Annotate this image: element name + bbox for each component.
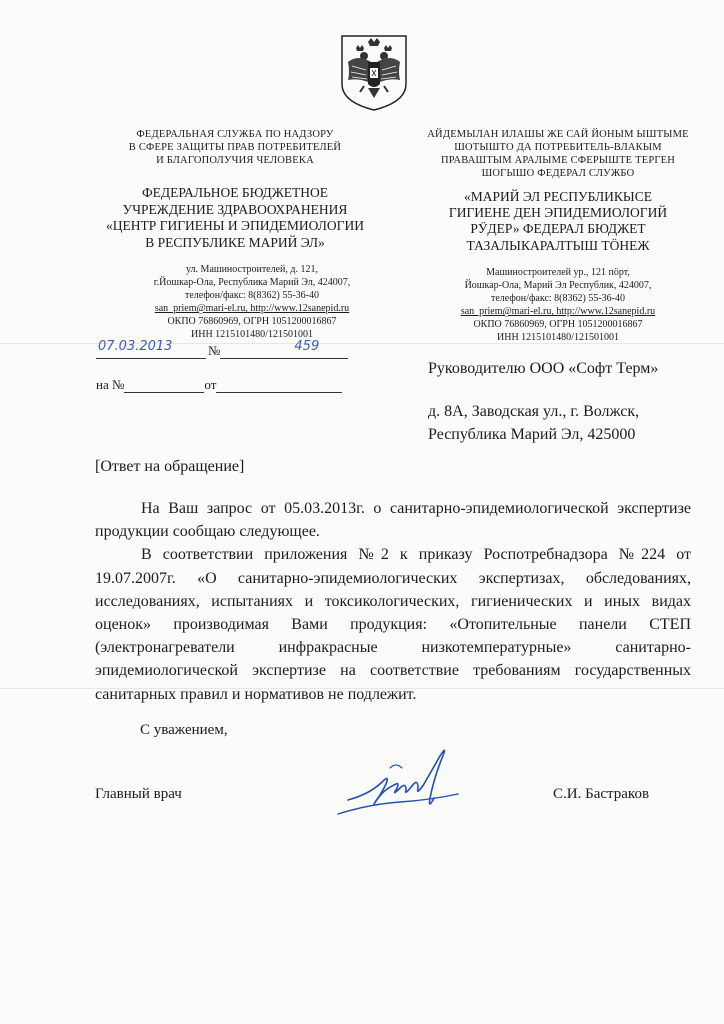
- addressee-line: д. 8А, Заводская ул., г. Волжск,: [428, 403, 640, 421]
- organization-name-line: ТАЗАЛЫКАРАЛТЫШ ТӦНЕЖ: [466, 237, 650, 253]
- signatory-position: Главный врач: [95, 786, 182, 802]
- date-field: [96, 339, 206, 359]
- sender-header-russian: [80, 128, 390, 341]
- contact-line: ОКПО 76860969, ОГРН 1051200016867: [167, 316, 337, 328]
- signatory-name: С.И. Бастраков: [553, 786, 650, 802]
- reference-date-field: [216, 377, 342, 393]
- reference-date-label: от: [204, 377, 217, 392]
- outgoing-registration: [96, 339, 356, 359]
- agency-name-line: В СФЕРЕ ЗАЩИТЫ ПРАВ ПОТРЕБИТЕЛЕЙ: [128, 142, 342, 154]
- contact-line: ОКПО 76860969, ОГРН 1051200016867: [473, 319, 643, 331]
- addressee-line: Республика Марий Эл, 425000: [428, 426, 636, 444]
- agency-name-line: ФЕДЕРАЛЬНАЯ СЛУЖБА ПО НАДЗОРУ: [136, 129, 334, 140]
- contact-line: телефон/факс: 8(8362) 55-36-40: [490, 293, 626, 305]
- agency-name-line: И БЛАГОПОЛУЧИЯ ЧЕЛОВЕКА: [156, 155, 314, 167]
- addressee-line: Руководителю ООО «Софт Терм»: [428, 360, 659, 377]
- number-field: [220, 339, 348, 359]
- handwritten-signature: [330, 738, 470, 824]
- contact-line: ИНН 1215101480/121501001: [497, 332, 619, 344]
- handwritten-date: 07.03.2013: [98, 339, 173, 354]
- organization-name-line: В РЕСПУБЛИКЕ МАРИЙ ЭЛ»: [145, 234, 325, 250]
- russian-coat-of-arms-icon: [338, 32, 410, 112]
- organization-name-line: РӰДЕР» ФЕДЕРАЛ БЮДЖЕТ: [470, 221, 646, 237]
- organization-name-line: ФЕДЕРАЛЬНОЕ БЮДЖЕТНОЕ: [141, 185, 329, 201]
- organization-name-line: «МАРИЙ ЭЛ РЕСПУБЛИКЫСЕ: [464, 188, 652, 204]
- agency-name-line: ШОГЫШО ФЕДЕРАЛ СЛУЖБО: [481, 168, 635, 180]
- reference-number-field: [124, 377, 204, 393]
- agency-name-line: ПРАВАШТЫМ АРАЛЫМЕ СФЕРЫШТЕ ТЕРГЕН: [440, 155, 676, 167]
- number-label: №: [208, 343, 221, 358]
- agency-name-line: ШОТЫШТО ДА ПОТРЕБИТЕЛЬ-ВЛАКЫМ: [454, 142, 662, 154]
- contact-line: ИНН 1215101480/121501001: [191, 329, 313, 341]
- contact-line: телефон/факс: 8(8362) 55-36-40: [184, 290, 320, 302]
- addressee-spacer: [428, 380, 714, 400]
- subject-line: [Ответ на обращение]: [95, 458, 245, 475]
- body-paragraph: На Ваш запрос от 05.03.2013г. о санитарно-эпидемиологической экспертизе продукции сообщаю следующее.: [95, 500, 691, 541]
- contact-line: ул. Машиностроителей, д. 121,: [186, 264, 318, 276]
- handwritten-number: 459: [294, 339, 320, 354]
- body-paragraph: В соответствии приложения №2 к приказу Роспотребнадзора №224 от 19.07.2007г. «О санитарно-эпидемиологических экспертизах, обследованиях, исследованиях, испытаниях и токсикологических, гигиенических и иных видах оценок» производимая Вами продукция: «Отопительные панели СТЕП (электронагреватели инфракрасные низкотемпературные» санитарно-эпидемиологической экспертизе на соответствие требованиям государственных санитарных правил и нормативов не подлежит.: [95, 546, 691, 703]
- contact-line: Машиностроителей ур., 121 пӧрт,: [486, 267, 630, 279]
- sender-header-mari: [402, 128, 714, 344]
- reference-registration: [96, 377, 356, 393]
- contact-line: Йошкар-Ола, Марий Эл Республик, 424007,: [464, 280, 652, 292]
- organization-name-line: УЧРЕЖДЕНИЕ ЗДРАВООХРАНЕНИЯ: [122, 201, 348, 217]
- agency-name-line: АЙДЕМЫЛАН ИЛАШЫ ЖЕ САЙ ЙОНЫМ ЫШТЫМЕ: [427, 129, 689, 140]
- contact-email-website: san_priem@mari-el.ru, http://www.12sanepid.ru: [460, 306, 656, 318]
- addressee-block: [428, 357, 714, 447]
- contact-line: г.Йошкар-Ола, Республика Марий Эл, 424007,: [153, 277, 351, 289]
- contact-email-website: san_priem@mari-el.ru, http://www.12sanepid.ru: [154, 303, 350, 315]
- letter-body: [95, 497, 691, 706]
- organization-name-line: «ЦЕНТР ГИГИЕНЫ И ЭПИДЕМИОЛОГИИ: [106, 218, 364, 234]
- closing-phrase: С уважением,: [140, 722, 228, 738]
- organization-name-line: ГИГИЕНЕ ДЕН ЭПИДЕМИОЛОГИЙ: [448, 204, 668, 220]
- reference-number-label: на №: [96, 377, 125, 392]
